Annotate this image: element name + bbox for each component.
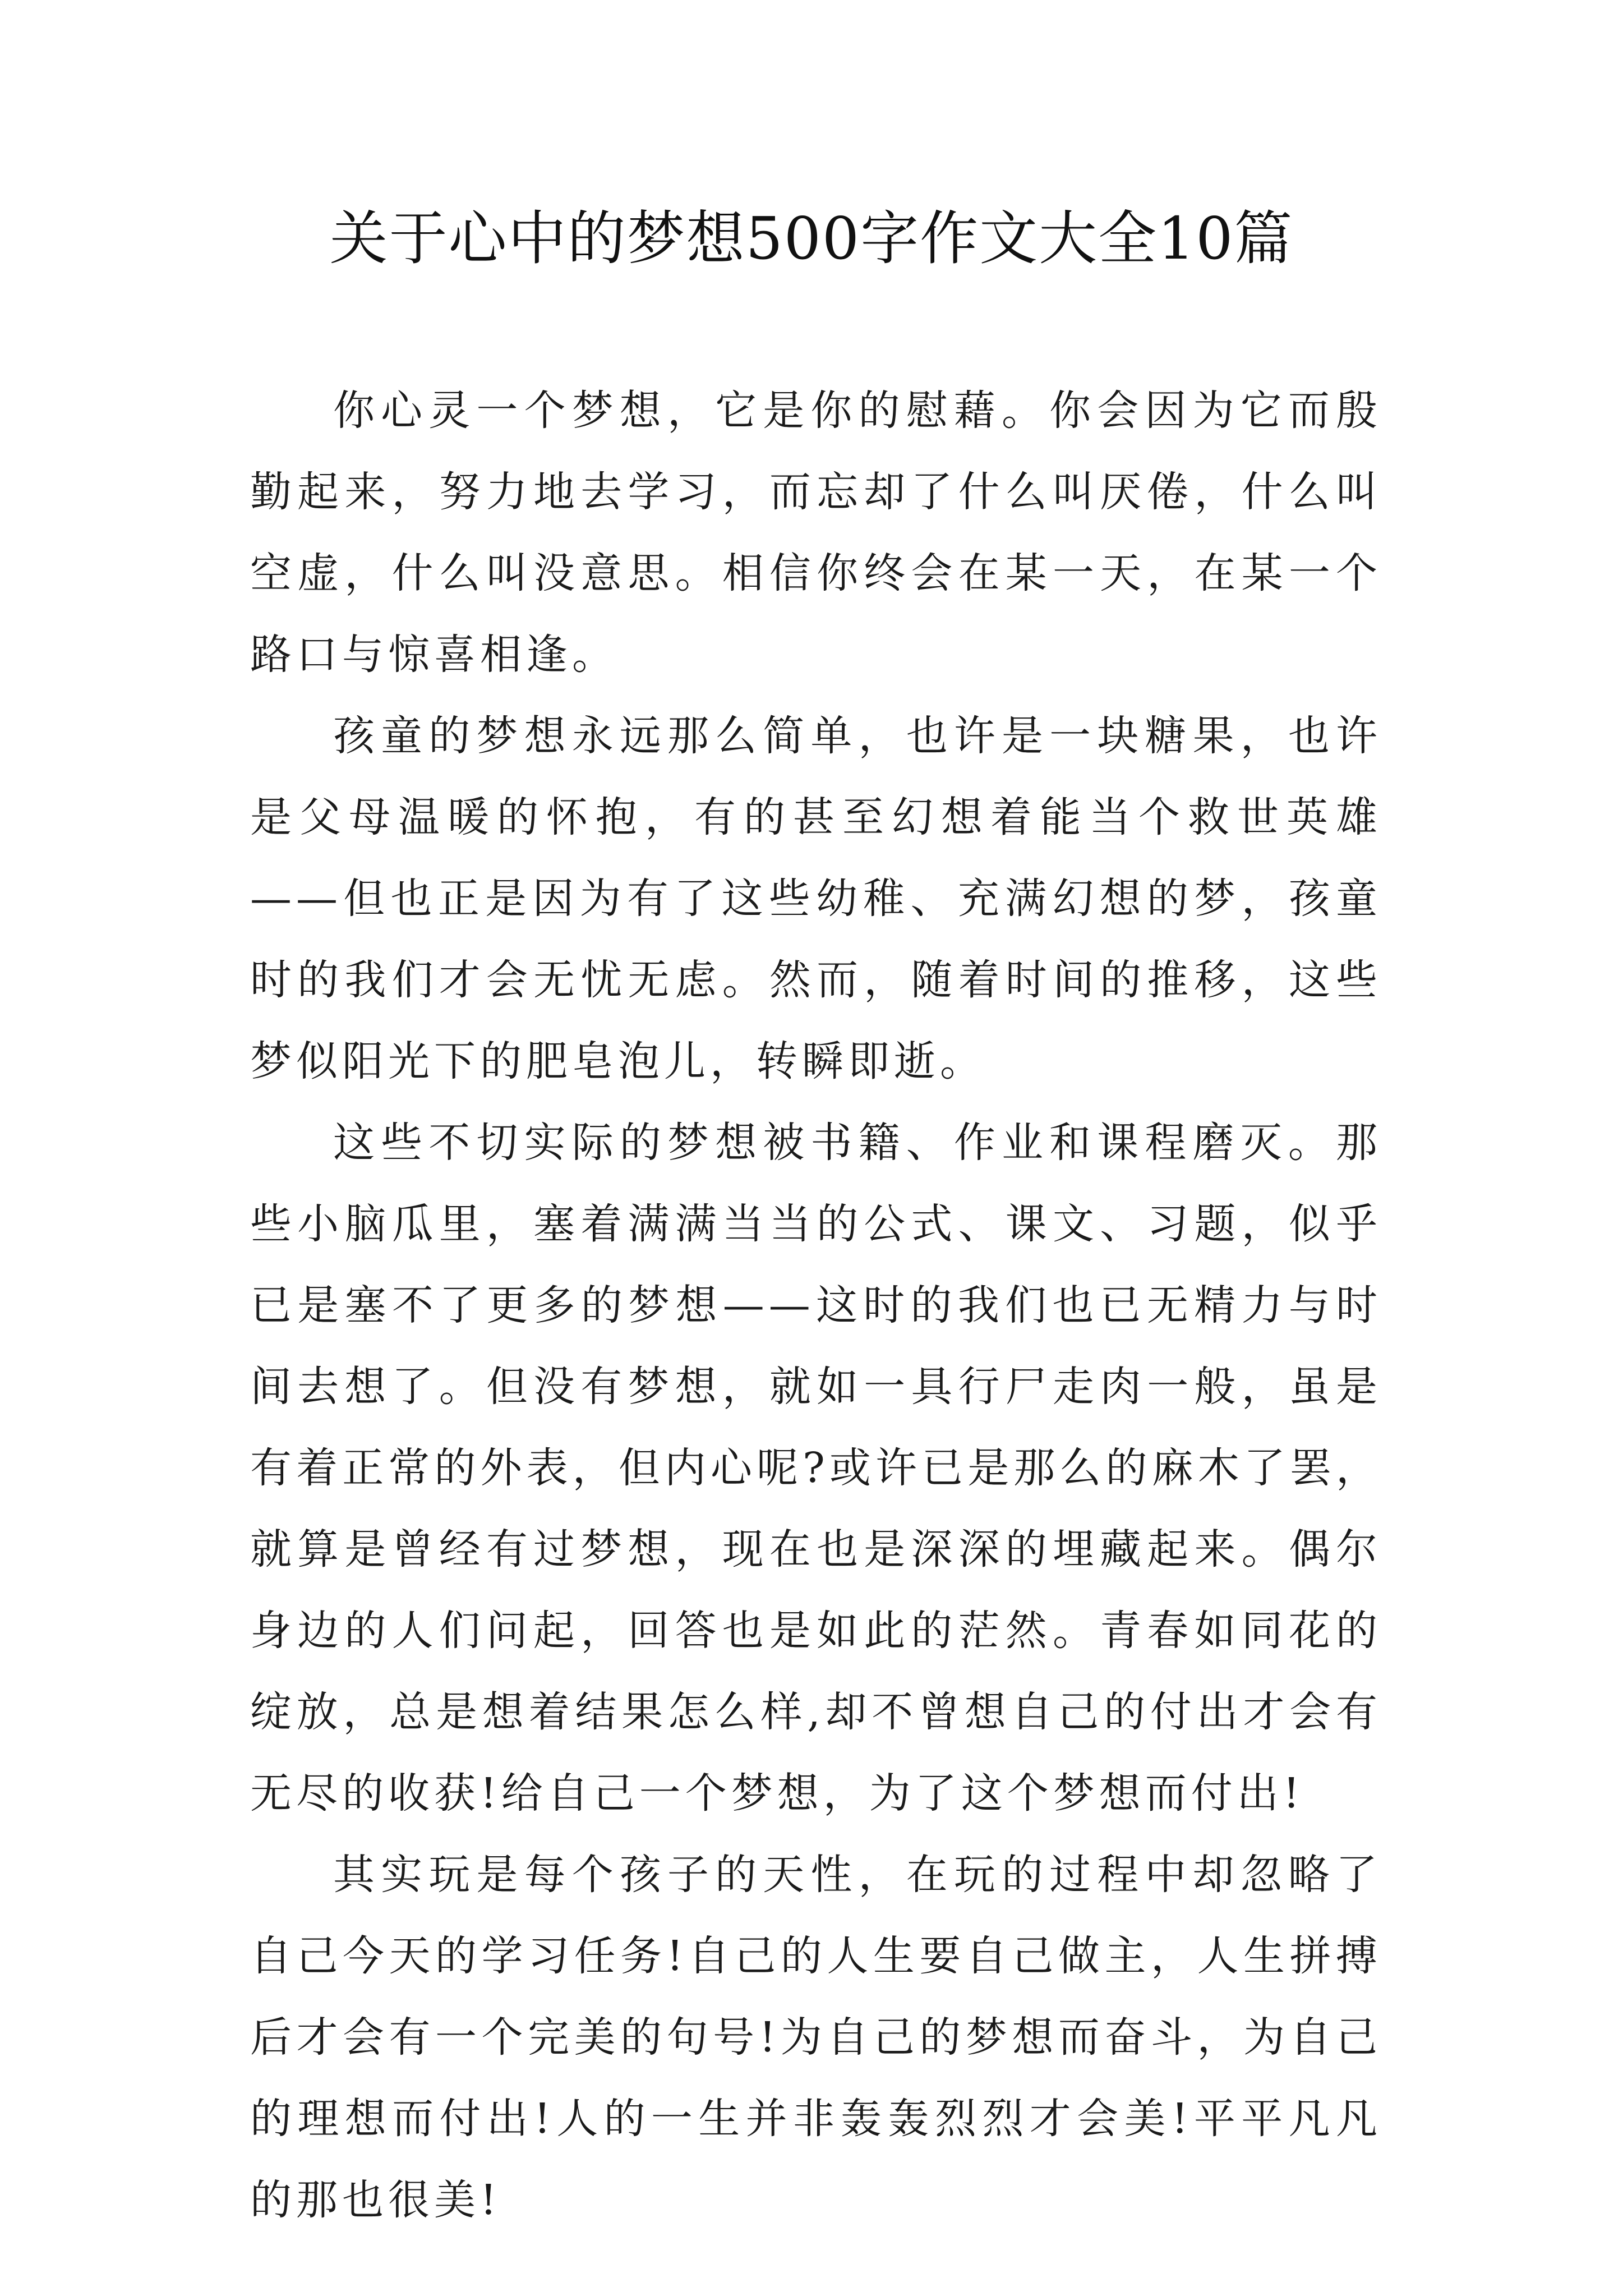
paragraph-3: 这些不切实际的梦想被书籍、作业和课程磨灭。那些小脑瓜里，塞着满满当当的公式、课文、习题，似乎已是塞不了更多的梦想——这时的我们也已无精力与时间去想了。但没有梦想，就如一具行尸走肉一般，虽是有着正常的外表，但内心呢?或许已是那么的麻木了罢，就算是曾经有过梦想，现在也是深深的埋藏起来。偶尔身边的人们问起，回答也是如此的茫然。青春如同花的绽放，总是想着结果怎么样,却不曾想自己的付出才会有无尽的收获!给自己一个梦想，为了这个梦想而付出! bbox=[250, 1119, 1382, 1818]
document-body bbox=[250, 370, 1382, 2241]
paragraph-4: 其实玩是每个孩子的天性，在玩的过程中却忽略了自己今天的学习任务!自己的人生要自己做主，人生拼搏后才会有一个完美的句号!为自己的梦想而奋斗，为自己的理想而付出!人的一生并非轰轰烈烈才会美!平平凡凡的那也很美! bbox=[250, 1851, 1382, 2224]
paragraph-1: 你心灵一个梦想，它是你的慰藉。你会因为它而殷勤起来，努力地去学习，而忘却了什么叫厌倦，什么叫空虚，什么叫没意思。相信你终会在某一天，在某一个路口与惊喜相逢。 bbox=[250, 386, 1382, 679]
document-title: 关于心中的梦想500字作文大全10篇 bbox=[329, 204, 1294, 273]
paragraph-2: 孩童的梦想永远那么简单，也许是一块糖果，也许是父母温暖的怀抱，有的甚至幻想着能当个救世英雄——但也正是因为有了这些幼稚、充满幻想的梦，孩童时的我们才会无忧无虑。然而，随着时间的推移，这些梦似阳光下的肥皂泡儿，转瞬即逝。 bbox=[250, 712, 1382, 1085]
